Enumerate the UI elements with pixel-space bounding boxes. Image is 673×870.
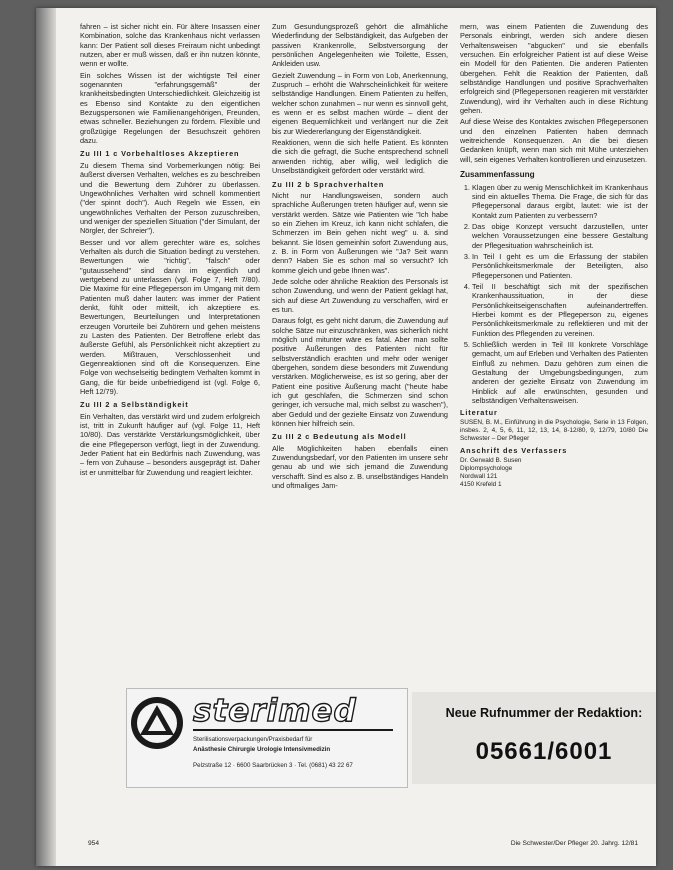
paragraph: mern, was einem Patienten die Zuwendung des Personals einbringt, werden sich andere diesen Verhaltensweisen "abgucken" und sie ebenfalls versuchen. Ein erfolgreicher Patient ist auf diese Weise ein Modell für den Patienten. Die anderen Patienten übergehen. Fehlt die Reaktion der Patienten, daß selbständige Handlungen und positive Sprachverhalten erfolgreich sind (Pflegepersonen reagieren mit verstärkter Zuwendung), wird ihr Verhalten auch in diese Richtung gehen. xyxy=(460,22,648,116)
address-line: 4150 Krefeld 1 xyxy=(460,481,502,489)
paragraph: Besser und vor allem gerechter wäre es, solches Verhalten als durch die Situation bedingt zu verstehen. Bewertungen wie "richtig", "falsch" oder "gutaussehend" sind dann im eigentlich und wertgebend zu unterlassen (vgl. Folge 7, Heft 7/80). Die Maxime für eine Pflegeperson im Umgang mit dem Patienten muß daher lauten: was immer der Patient denkt, fühlt oder mitteilt, ich akzeptiere es. Bewertungen, Beurteilungen und Interpretationen erzeugen Vorurteile bei Zuhörern und gehen meistens zu Lasten des Patienten. Der Betroffene erlebt das äußerste Gefühl, als Persönlichkeit nicht akzeptiert zu werden. Mißtrauen, Verschlossenheit und Gegenreaktionen sind oft die Konsequenzen. Eine Folge von wechselseitig bedingtem Verhalten kommt in Gang, die für beide unbefriedigend ist (vgl. Folge 6, Heft 12/79). xyxy=(80,237,260,397)
text-column-3 xyxy=(460,22,648,489)
paragraph: Alle Möglichkeiten haben ebenfalls einen Zuwendungsbedarf, vor den Patienten im unsere sehr genau ab und wie sich jemand die Zuwendung verschafft. Sind es also z. B. unselbständiges Handeln und oftmaliges Jam- xyxy=(272,443,448,491)
paragraph: Zu diesem Thema sind Vorbemerkungen nötig: Bei äußerst diversen Verhalten, welches es zu beschreiben und die Bewertung dem Zuhörer zu überlassen. Ungewöhnliches Verhalten wird schnell kommentiert ("der spinnt doch"). Auch Regeln wie Essen, ein ungewöhnliches Verhalten der Person zuzuschreiben, und weniger der speziellen Situation ("der Simulant, der Nörgler, der Schreier"). xyxy=(80,160,260,236)
summary-item: 5. Schließlich werden in Teil III konkrete Vorschläge gemacht, um auf Erleben und Verhalten des Patienten Einfluß zu nehmen. Dazu gehören zum einen die Gestaltung der Umgebungsbedingungen, zum anderen der gezielte Einsatz von Zuwendung im Hinblick auf alle erwünschten, gesunden und selbständigen Verhaltensweisen. xyxy=(472,340,648,405)
section-heading: Zu III 2 b Sprachverhalten xyxy=(272,179,385,189)
section-heading: Zu III 2 a Selbständigkeit xyxy=(80,400,189,410)
paragraph: fahren – ist sicher nicht ein. Für ältere Insassen einer Kombination, solche das Krankenhaus nicht verlassen kann: Der Patient soll dieses Freiraum nicht unbedingt nutzen, aber er muß wissen, daß er ihn nutzen könnte, wenn er wollte. xyxy=(80,22,260,69)
paragraph: Auf diese Weise des Kontaktes zwischen Pflegepersonen und den einzelnen Patienten haben demnach weitreichende Konsequenzen. An die bei diesen Gedanken knüpft, wenn man sich mit Mühe unterziehen will, sein eigenes Verhalten kontrollieren und einzusetzen. xyxy=(460,117,648,164)
address-line: Dr. Gerwald B. Susen xyxy=(460,457,522,465)
text-column-2 xyxy=(272,22,448,493)
paragraph: Jede solche oder ähnliche Reaktion des Personals ist schon Zuwendung, und wenn der Patient geklagt hat, sich auf diese Art Zuwendung zu verschaffen, wird er es tun. xyxy=(272,276,448,314)
paragraph: Gezielt Zuwendung – in Form von Lob, Anerkennung, Zuspruch – erhöht die Wahrscheinlichkeit für weitere selbständige Handlungen. Einem Patienten zu helfen, welcher schon zunahmen – nur wenn es sinnvoll geht, es wenn er es selbst machen würde – dient der eigenen Bequemlichkeit und verlängert nur die Zeit bis zur Wiedererlangung der Eigenständigkeit. xyxy=(272,70,448,136)
editorial-phone-notice xyxy=(412,692,656,784)
summary-item: 4. Teil II beschäftigt sich mit der spezifischen Krankenhaussituation, in der diese Persönlichkeitseigenschaften aufeinandertreffen. Hierbei kommt es der Pflegeperson zu, eigenes Persönlichkeitsmerkmale zu reflektieren und mit der Funktion des Pflegenden zu vereinen. xyxy=(472,282,648,338)
summary-item: 1. Klagen über zu wenig Menschlichkeit im Krankenhaus sind ein aktuelles Thema. Die Frage, die sich für das Pflegepersonal daraus ergibt, lautet: wie ist der Kontakt zum Patienten zu verbessern? xyxy=(472,183,648,220)
ad-brand-name: sterimed xyxy=(193,693,357,729)
journal-page xyxy=(36,8,656,866)
address-line: Diplompsychologe xyxy=(460,465,513,473)
paragraph: Daraus folgt, es geht nicht darum, die Zuwendung auf solche Sätze nur einzuschränken, was sicherlich nicht möglich und mitunter wäre es fatal. Aber man sollte positive Äußerungen des Patienten nicht für selbstverständlich erachten und mehr oder weniger übergehen, sondern diese besonders mit Zuwendung verstärken. Möglicherweise, es ist so gering, aber der Patient eine positive Äußerung macht ("heute habe ich gut geschlafen, die Schmerzen sind schon geringer, ich versuche mal, mich selbst zu waschen"), aber Geduld und der gezielte Einsatz von Zuwendung können hier hilfreich sein. xyxy=(272,316,448,429)
notice-phone-number: 05661/6001 xyxy=(475,738,613,765)
sterimed-logo-icon xyxy=(129,695,185,751)
journal-footer: Die Schwester/Der Pfleger 20. Jahrg. 12/81 xyxy=(510,840,638,847)
summary-list xyxy=(460,183,648,406)
ad-divider xyxy=(193,729,393,731)
ad-address: Pelzstraße 12 · 6600 Saarbrücken 3 · Tel. (0681) 43 22 67 xyxy=(193,762,353,769)
literature-heading: Literatur xyxy=(460,408,498,418)
paragraph: Ein solches Wissen ist der wichtigste Teil einer sogenannten "erfahrungsgemäß" der krankheitsbedingten Unterschiedlichkeit. Gleichzeitig ist es Ebenso sind Kontakte zu den eigentlichen Bezugspersonen wie Familienangehörigen, Freunden, etwas schneller. Beziehungen zu fördern. Flexible und großzügige Regelungen der Besuchszeit gehören dazu. xyxy=(80,70,260,146)
sterimed-advertisement xyxy=(126,688,408,788)
ad-specialties: Anästhesie Chirurgie Urologie Intensivmedizin xyxy=(193,746,331,753)
summary-item: 3. In Teil I geht es um die Erfassung der stabilen Persönlichkeitsmerkmale der Beteiligten, also Pflegepersonen und Patienten. xyxy=(472,252,648,280)
text-column-1 xyxy=(80,22,260,479)
paragraph: Nicht nur Handlungsweisen, sondern auch sprachliche Äußerungen treten häufiger auf, wenn sie verstärkt werden. Sätze wie Patienten wie "Ich habe so ein Ziehen im Kreuz, ich kann nicht schlafen, die Schmerzen im Bein gehen nicht weg" u. ä. sind bekannt. Sie lösen gemeinhin sofort Zuwendung aus, z. B. in Form von Äußerungen wie "Ja? Seit wann denn? Haben Sie es schon mal so versucht? Ich komme gleich und gebe Ihnen was". xyxy=(272,190,448,275)
section-heading: Zu III 2 c Bedeutung als Modell xyxy=(272,432,407,442)
paragraph: Ein Verhalten, das verstärkt wird und zudem erfolgreich ist, tritt in Zukunft häufiger auf (vgl. Folge 11, Heft 10/80). Das verstärkte Verstärkungsmöglichkeit, über die eine Pflegeperson verfügt, liegt in der Zuwendung. Jeder Patient hat ein Bedürfnis nach Zuwendung, was – fern von Zuhause – besonders ausgeprägt ist. Daher ist er unmittelbar für Zuwendung und reagiert leichter. xyxy=(80,411,260,477)
section-heading: Zu III 1 c Vorbehaltloses Akzeptieren xyxy=(80,149,240,159)
literature-text: SUSEN, B. M., Einführung in die Psychologie, Serie in 13 Folgen, insbes. 2, 4, 5, 6, 11, 12, 13, 14, 8-12/80, 9, 12/79, 10/80 Die Schwester – Der Pfleger xyxy=(460,419,648,443)
paragraph: Reaktionen, wenn die sich helfe Patient. Es könnten die sich die gefragt, die Suche entsprechend schnell anwenden richtig, aber willig, weil lediglich die Unselbständigkeit gefördert oder verstärkt wird. xyxy=(272,138,448,176)
notice-title: Neue Rufnummer der Redaktion: xyxy=(445,706,643,720)
address-line: Nordwall 121 xyxy=(460,473,498,481)
page-number: 954 xyxy=(88,840,100,847)
binding-shadow xyxy=(36,8,56,866)
ad-tagline: Sterilisationsverpackungen/Praxisbedarf für xyxy=(193,736,313,743)
paragraph: Zum Gesundungsprozeß gehört die allmähliche Wiederfindung der Selbständigkeit, das Aufgeben der passiven Krankenrolle, Selbstversorgung der persönlichen Angelegenheiten wie Toilette, Essen, Ankleiden usw. xyxy=(272,22,448,69)
summary-heading: Zusammenfassung xyxy=(460,170,535,180)
summary-item: 2. Das obige Konzept versucht darzustellen, unter welchen Voraussetzungen eine bessere Gestaltung der Pflegesituation wahrscheinlich ist. xyxy=(472,222,648,250)
author-address-heading: Anschrift des Verfassers xyxy=(460,446,568,456)
